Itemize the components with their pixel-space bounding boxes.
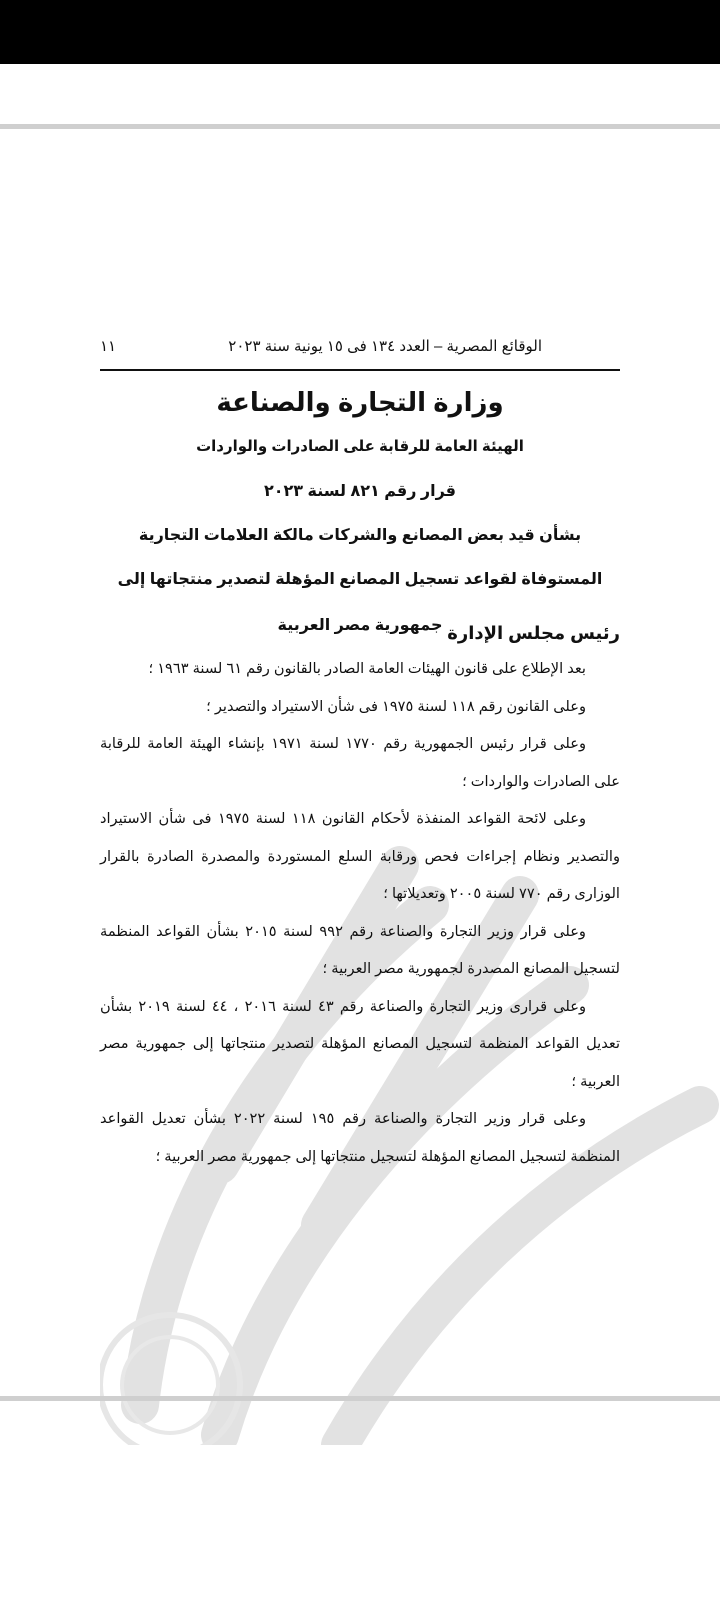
page-number: ١١ <box>100 338 117 355</box>
status-bar <box>0 0 720 64</box>
chairman-heading: رئيس مجلس الإدارة <box>447 623 620 643</box>
subject-line: جمهورية مصر العربية <box>277 617 443 634</box>
top-divider <box>0 124 720 129</box>
ministry-heading: وزارة التجارة والصناعة <box>216 387 504 417</box>
preamble-paragraph: وعلى قرارى وزير التجارة والصناعة رقم ٤٣ لسنة ٢٠١٦ ، ٤٤ لسنة ٢٠١٩ بشأن تعديل القواعد المنظمة لتسجيل المصانع المؤهلة لتصدير منتجاتها إلى جمهورية مصر العربية ؛ <box>100 998 620 1090</box>
preamble-paragraph: وعلى قرار وزير التجارة والصناعة رقم ٩٩٢ لسنة ٢٠١٥ بشأن القواعد المنظمة لتسجيل المصانع المصدرة لجمهورية مصر العربية ؛ <box>100 923 620 977</box>
gazette-title: الوقائع المصرية – العدد ١٣٤ فى ١٥ يونية سنة ٢٠٢٣ <box>228 338 542 355</box>
decree-number: قرار رقم ٨٢١ لسنة ٢٠٢٣ <box>263 483 457 500</box>
subject-line: بشأن قيد بعض المصانع والشركات مالكة العلامات التجارية <box>138 527 582 544</box>
bottom-divider <box>0 1396 720 1401</box>
decree-body <box>100 651 620 1176</box>
authority-heading: الهيئة العامة للرقابة على الصادرات والواردات <box>196 438 524 455</box>
page-header <box>100 337 620 361</box>
subject-line: المستوفاة لقواعد تسجيل المصانع المؤهلة لتصدير منتجاتها إلى <box>117 571 603 588</box>
document-page <box>100 325 620 1225</box>
preamble-paragraph: وعلى قرار وزير التجارة والصناعة رقم ١٩٥ لسنة ٢٠٢٢ بشأن تعديل القواعد المنظمة لتسجيل المصانع المؤهلة لتسجيل منتجاتها إلى جمهورية مصر العربية ؛ <box>100 1111 620 1165</box>
header-rule <box>100 369 620 371</box>
preamble-paragraph: وعلى لائحة القواعد المنفذة لأحكام القانون ١١٨ لسنة ١٩٧٥ فى شأن الاستيراد والتصدير ونظام إجراءات فحص ورقابة السلع المستوردة والمصدرة الصادرة بالقرار الوزارى رقم ٧٧٠ لسنة ٢٠٠٥ وتعديلاتها ؛ <box>100 811 620 902</box>
preamble-paragraph: وعلى القانون رقم ١١٨ لسنة ١٩٧٥ فى شأن الاستيراد والتصدير ؛ <box>206 698 586 715</box>
preamble-paragraph: بعد الإطلاع على قانون الهيئات العامة الصادر بالقانون رقم ٦١ لسنة ١٩٦٣ ؛ <box>148 661 586 677</box>
preamble-paragraph: وعلى قرار رئيس الجمهورية رقم ١٧٧٠ لسنة ١٩٧١ بإنشاء الهيئة العامة للرقابة على الصادرات والواردات ؛ <box>100 736 620 790</box>
